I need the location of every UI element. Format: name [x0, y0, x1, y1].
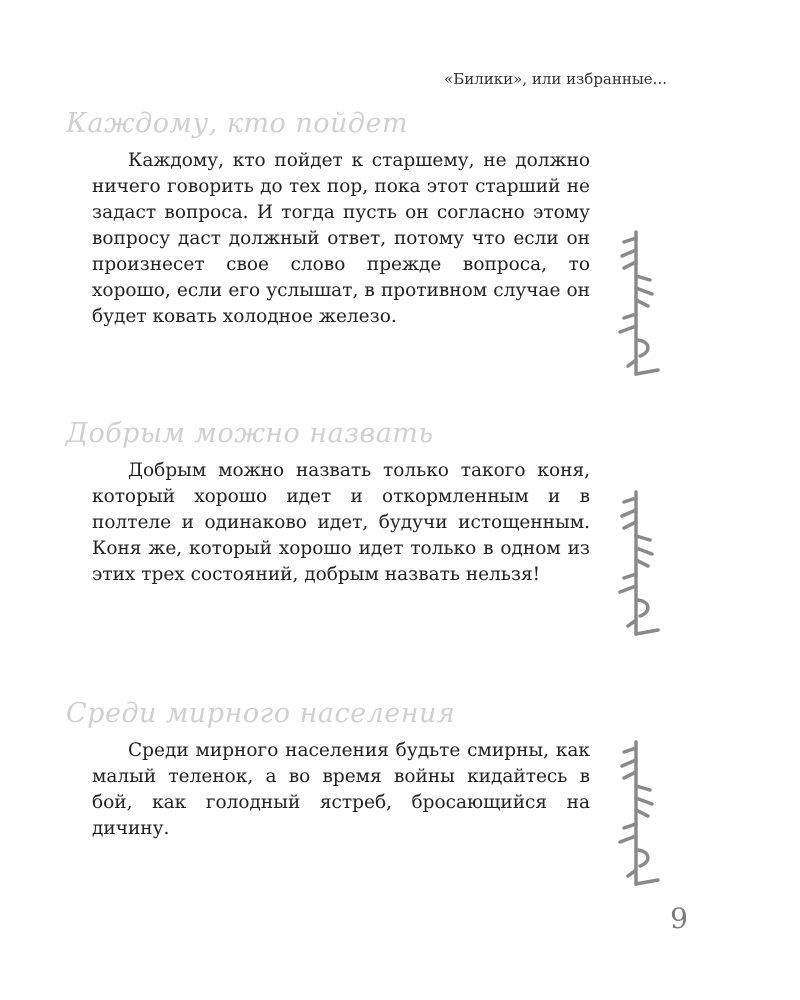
section-title: Среди мирного населения: [66, 698, 456, 729]
running-header: «Билики», или избранные...: [444, 70, 667, 88]
section-text: Среди мирного населения будьте смирны, как малый теленок, а во время войны кидайтесь в бой, как голодный ястреб, бросающийся на дичину.: [92, 740, 590, 839]
section-title: Добрым можно назвать: [66, 418, 434, 449]
saying-section-2: [66, 418, 590, 588]
saying-section-1: [66, 108, 590, 330]
section-title: Каждому, кто пойдет: [66, 108, 409, 139]
section-text: Добрым можно назвать только такого коня, который хорошо идет и откормленным и в полтеле и одинаково идет, будучи истощенным. Коня же, который хорошо идет только в одном из этих трех состояний, добрым назвать нельзя!: [92, 460, 590, 585]
mongolian-script-icon: [606, 738, 666, 888]
mongolian-script-icon: [606, 488, 666, 638]
saying-section-3: [66, 698, 590, 842]
mongolian-script-icon: [606, 228, 666, 378]
section-text: Каждому, кто пойдет к старшему, не должно ничего говорить до тех пор, пока этот старший не задаст вопроса. И тогда пусть он согласно этому вопросу даст должный ответ, потому что если он произнесет свое слово прежде вопроса, то хорошо, если его услышат, в противном случае он будет ковать холодное железо.: [92, 150, 590, 327]
page-number: 9: [670, 902, 688, 935]
